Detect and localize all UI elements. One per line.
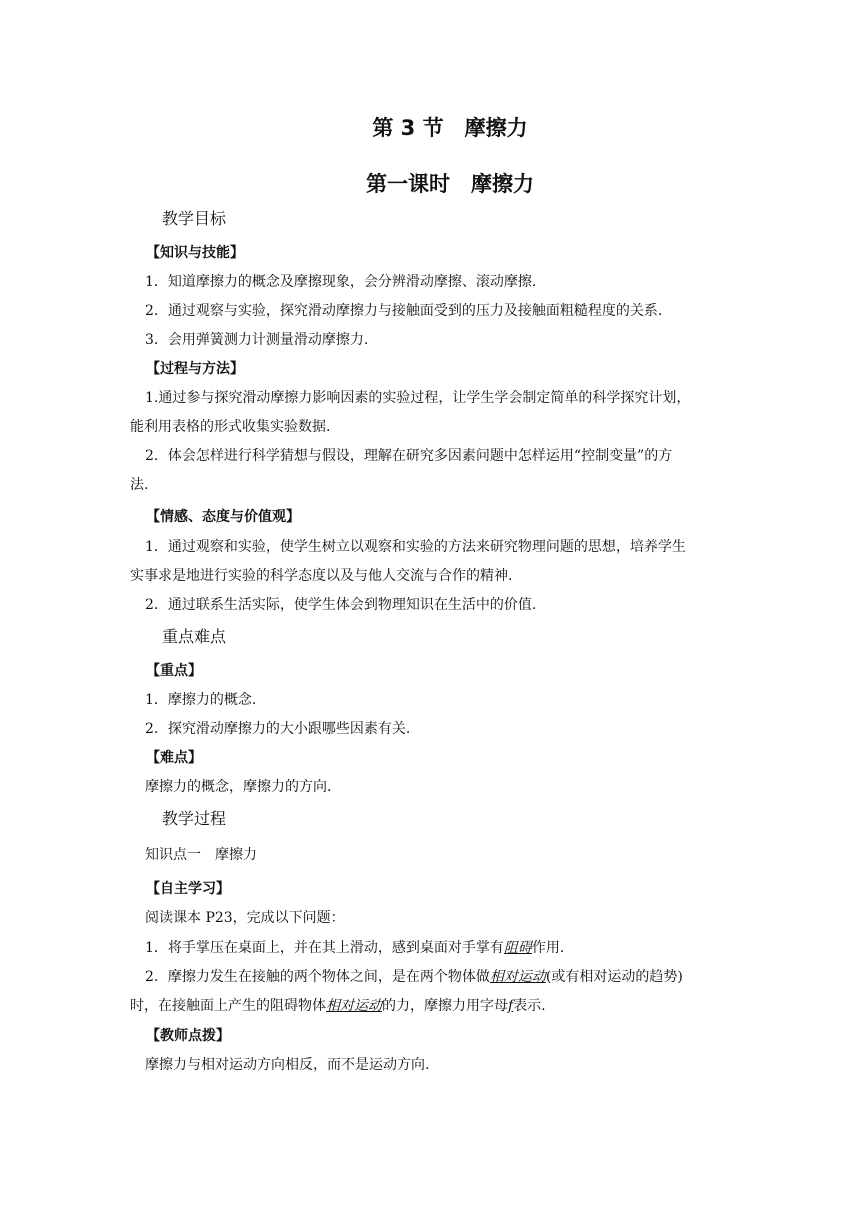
- paragraph-pm2b: 法.: [130, 477, 149, 493]
- label-key: 【重点】: [146, 663, 202, 679]
- paragraph-ss1: [145, 936, 753, 960]
- heading-key-difficult: 重点难点: [162, 627, 227, 646]
- heading-objectives: 教学目标: [162, 209, 227, 228]
- text-ss2-post: (或有相对运动的趋势): [545, 969, 683, 985]
- answer-ss2: 相对运动: [489, 969, 546, 985]
- paragraph-ss2: [145, 965, 753, 989]
- paragraph-tip1: 摩擦力与相对运动方向相反，而不是运动方向.: [145, 1057, 430, 1073]
- paragraph-ks2: 2．通过观察与实验，探究滑动摩擦力与接触面受到的压力及接触面粗糙程度的关系.: [145, 303, 663, 319]
- page-title: 第 3 节 摩擦力: [372, 116, 528, 140]
- heading-point1: 知识点一 摩擦力: [145, 847, 257, 863]
- text-ss1-post: 作用.: [531, 940, 565, 956]
- page-subtitle: 第一课时 摩擦力: [366, 172, 534, 196]
- answer-ss3: 相对运动: [326, 998, 382, 1014]
- paragraph-ev1b: 实事求是地进行实验的科学态度以及与他人交流与合作的精神.: [130, 568, 513, 584]
- label-difficult: 【难点】: [146, 750, 202, 766]
- paragraph-diff1: 摩擦力的概念，摩擦力的方向.: [145, 779, 332, 795]
- label-knowledge-skills: 【知识与技能】: [146, 245, 244, 261]
- paragraph-ks1: 1．知道摩擦力的概念及摩擦现象，会分辨滑动摩擦、滚动摩擦.: [145, 274, 537, 290]
- label-emotion-values: 【情感、态度与价值观】: [146, 509, 300, 525]
- text-ss2-pre: 2．摩擦力发生在接触的两个物体之间，是在两个物体做: [145, 969, 490, 985]
- paragraph-pm1a: 1.通过参与探究滑动摩擦力影响因素的实验过程，让学生学会制定简单的科学探究计划，: [145, 390, 691, 406]
- symbol-f: f: [508, 998, 514, 1014]
- answer-ss1: 阻碍: [503, 940, 532, 956]
- paragraph-key2: 2．探究滑动摩擦力的大小跟哪些因素有关.: [145, 721, 411, 737]
- text-ss1-pre: 1．将手掌压在桌面上，并在其上滑动，感到桌面对手掌有: [145, 940, 504, 956]
- paragraph-ev2: 2．通过联系生活实际，使学生体会到物理知识在生活中的价值.: [145, 597, 537, 613]
- label-teacher-tip: 【教师点拨】: [146, 1028, 230, 1044]
- paragraph-ev1a: 1．通过观察和实验，使学生树立以观察和实验的方法来研究物理问题的思想，培养学生: [145, 539, 686, 555]
- paragraph-ss3: [130, 994, 738, 1018]
- text-ss3-pre: 时，在接触面上产生的阻碍物体: [130, 998, 326, 1014]
- text-ss3-mid: 的力，摩擦力用字母: [382, 998, 508, 1014]
- paragraph-key1: 1．摩擦力的概念.: [145, 692, 257, 708]
- paragraph-ks3: 3．会用弹簧测力计测量滑动摩擦力.: [145, 332, 369, 348]
- label-self-study: 【自主学习】: [146, 881, 230, 897]
- paragraph-pm1b: 能利用表格的形式收集实验数据.: [130, 419, 331, 435]
- text-ss3-post: 表示.: [513, 998, 546, 1014]
- paragraph-pm2a: 2．体会怎样进行科学猜想与假设，理解在研究多因素问题中怎样运用“控制变量”的方: [145, 448, 673, 464]
- label-process-methods: 【过程与方法】: [146, 361, 244, 377]
- heading-teaching-process: 教学过程: [162, 809, 227, 828]
- paragraph-ss0: 阅读课本 P23，完成以下问题：: [145, 910, 345, 926]
